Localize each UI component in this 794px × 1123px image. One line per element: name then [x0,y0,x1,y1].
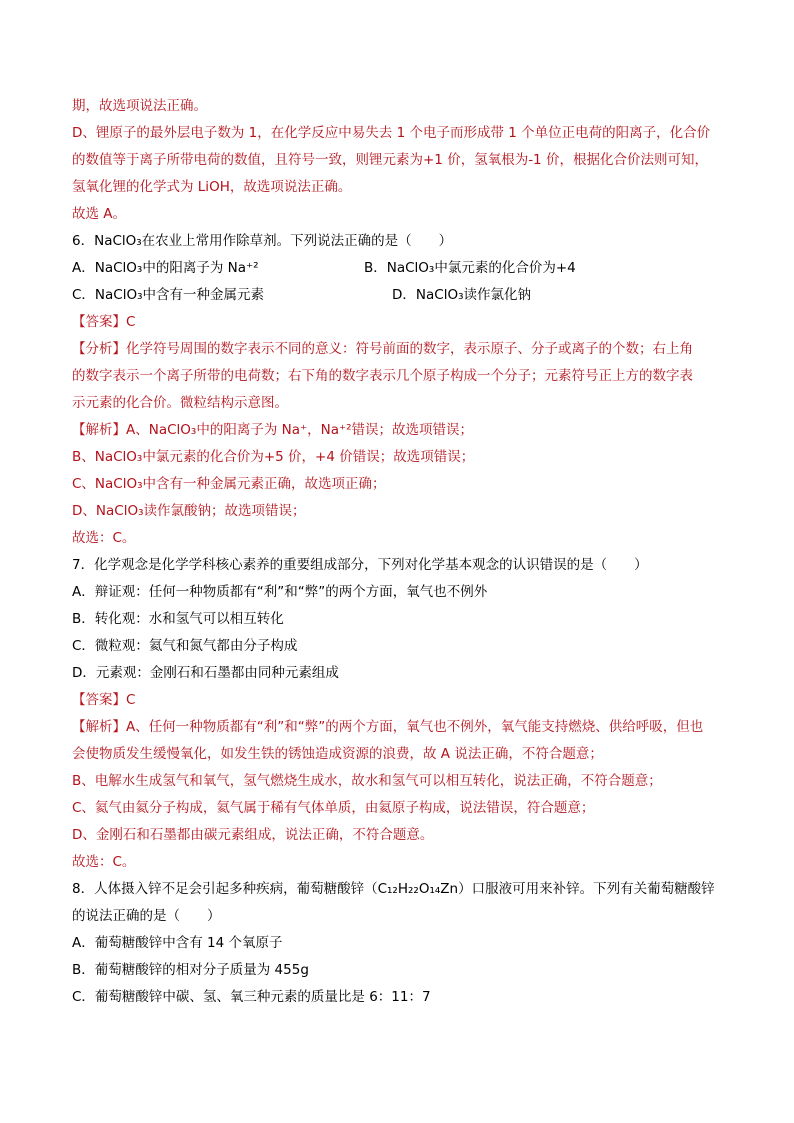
text-line: 故选：C。 [72,530,136,546]
option-b: B．转化观：水和氢气可以相互转化 [72,611,284,627]
option-c: C．葡萄糖酸锌中碳、氢、氧三种元素的质量比是 6：11：7 [72,989,431,1005]
question-7-stem: 7．化学观念是化学学科核心素养的重要组成部分，下列对化学基本观念的认识错误的是（ ） [72,557,648,573]
options-row [72,282,732,309]
options-row [72,255,732,282]
option-d: D．NaClO₃读作氯化钠 [392,287,531,303]
text-line: 的数值等于离子所带电荷的数值，且符号一致，则锂元素为+1 价，氢氧根为-1 价，根据化合价法则可知， [72,152,708,168]
text-line: D、锂原子的最外层电子数为 1，在化学反应中易失去 1 个电子而形成带 1 个单位正电荷的阳离子，化合价 [72,125,711,141]
text-line: 的说法正确的是（ ） [72,908,221,924]
text-line: 故选 A。 [72,206,127,222]
question-8-stem: 8．人体摄入锌不足会引起多种疾病，葡萄糖酸锌（C₁₂H₂₂O₁₄Zn）口服液可用来补锌。下列有关葡萄糖酸锌 [72,881,715,897]
text-line: 示元素的化合价。微粒结构示意图。 [72,395,288,411]
option-c: C．NaClO₃中含有一种金属元素 [72,287,265,303]
answer-line: 【答案】C [72,314,136,330]
text-line: 故选：C。 [72,854,136,870]
explanation-line: 【解析】A、任何一种物质都有“利”和“弊”的两个方面，氧气也不例外，氧气能支持燃烧、供给呼吸，但也 [72,719,704,735]
answer-line: 【答案】C [72,692,136,708]
text-line: 氢氧化锂的化学式为 LiOH，故选项说法正确。 [72,179,352,195]
text-line: D、NaClO₃读作氯酸钠；故选项错误； [72,503,306,519]
question-6-stem: 6．NaClO₃在农业上常用作除草剂。下列说法正确的是（ ） [72,233,453,249]
option-b: B．葡萄糖酸锌的相对分子质量为 455g [72,962,309,978]
text-line: C、NaClO₃中含有一种金属元素正确，故选项正确； [72,476,386,492]
text-line: 期，故选项说法正确。 [72,98,207,114]
text-line: D、金刚石和石墨都由碳元素组成，说法正确，不符合题意。 [72,827,434,843]
option-a: A．葡萄糖酸锌中含有 14 个氧原子 [72,935,283,951]
text-line: C、氦气由氦分子构成，氦气属于稀有气体单质，由氦原子构成，说法错误，符合题意； [72,800,595,816]
text-line: B、电解水生成氢气和氧气，氢气燃烧生成水，故水和氢气可以相互转化，说法正确，不符合题意； [72,773,662,789]
explanation-line: 【解析】A、NaClO₃中的阳离子为 Na⁺，Na⁺²错误；故选项错误； [72,422,474,438]
analysis-line: 【分析】化学符号周围的数字表示不同的意义：符号前面的数字，表示原子、分子或离子的个数；右上角 [72,341,693,357]
text-line: 的数字表示一个离子所带的电荷数；右下角的数字表示几个原子构成一个分子；元素符号正上方的数字表 [72,368,693,384]
option-a: A．NaClO₃中的阳离子为 Na⁺² [72,260,259,276]
text-line: B、NaClO₃中氯元素的化合价为+5 价，+4 价错误；故选项错误； [72,449,475,465]
option-a: A．辩证观：任何一种物质都有“利”和“弊”的两个方面，氧气也不例外 [72,584,488,600]
option-d: D．元素观：金刚石和石墨都由同种元素组成 [72,665,339,681]
text-line: 会使物质发生缓慢氧化，如发生铁的锈蚀造成资源的浪费，故 A 说法正确，不符合题意； [72,746,603,762]
option-b: B．NaClO₃中氯元素的化合价为+4 [364,260,576,276]
document-body [72,93,732,1011]
option-c: C．微粒观：氦气和氮气都由分子构成 [72,638,298,654]
